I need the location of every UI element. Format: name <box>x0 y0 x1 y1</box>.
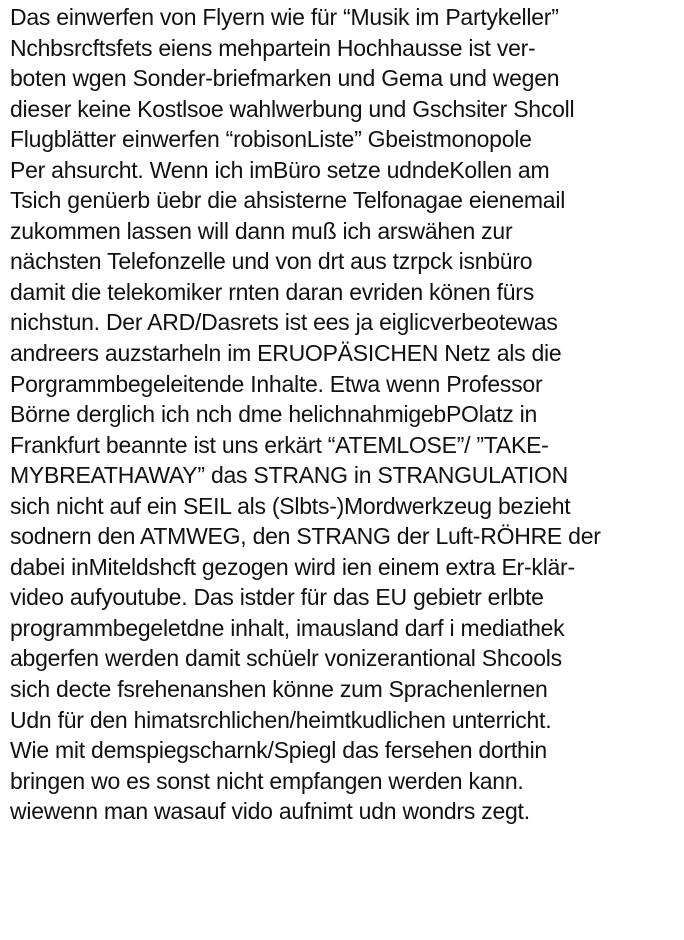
text-line: bringen wo es sonst nicht empfangen werden kann. <box>10 767 524 794</box>
text-line: Nchbsrcftsfets eiens mehpartein Hochhausse ist ver- <box>10 34 536 61</box>
text-line: dieser keine Kostlsoe wahlwerbung und Gschsiter Shcoll <box>10 95 575 122</box>
text-line: dabei inMiteldshcft gezogen wird ien einem extra Er-klär- <box>10 553 575 580</box>
text-line: programmbegeletdne inhalt, imausland darf i mediathek <box>10 614 565 641</box>
text-line: wiewenn man wasauf vido aufnimt udn wondrs zegt. <box>10 798 530 825</box>
document-page <box>10 2 682 938</box>
text-line: andreers auzstarheln im ERUOPÄSICHEN Netz als die <box>10 340 562 367</box>
text-line: sodnern den ATMWEG, den STRANG der Luft-RÖHRE der <box>10 523 601 550</box>
text-line: abgerfen werden damit schüelr vonizerantional Shcools <box>10 645 562 672</box>
text-line: Flugblätter einwerfen “robisonListe” Gbeistmonopole <box>10 126 532 153</box>
text-line: nächsten Telefonzelle und von drt aus tzrpck isnbüro <box>10 248 533 275</box>
text-line: Porgrammbegeleitende Inhalte. Etwa wenn Professor <box>10 370 543 397</box>
text-line: boten wgen Sonder-briefmarken und Gema und wegen <box>10 65 560 92</box>
text-line: Udn für den himatsrchlichen/heimtkudlichen unterricht. <box>10 706 552 733</box>
text-line: zukommen lassen will dann muß ich arswähen zur <box>10 217 513 244</box>
text-line: MYBREATHAWAY” das STRANG in STRANGULATION <box>10 462 569 489</box>
text-line: Per ahsurcht. Wenn ich imBüro setze udndeKollen am <box>10 156 550 183</box>
text-line: sich nicht auf ein SEIL als (Slbts-)Mordwerkzeug bezieht <box>10 492 571 519</box>
text-line: Tsich genüerb üebr die ahsisterne Telfonagae eienemail <box>10 187 566 214</box>
text-line: Frankfurt beannte ist uns erkärt “ATEMLOSE”/ ”TAKE- <box>10 431 549 458</box>
text-line: Börne derglich ich nch dme helichnahmigebPOlatz in <box>10 401 538 428</box>
text-line: Das einwerfen von Flyern wie für “Musik im Partykeller” <box>10 4 559 30</box>
text-line: damit die telekomiker rnten daran evriden könen fürs <box>10 278 534 305</box>
text-line: Wie mit demspiegscharnk/Spiegl das fersehen dorthin <box>10 737 547 764</box>
text-line: sich decte fsrehenanshen könne zum Sprachenlernen <box>10 676 548 703</box>
text-line: nichstun. Der ARD/Dasrets ist ees ja eiglicverbeotewas <box>10 309 558 336</box>
text-line: video aufyoutube. Das istder für das EU gebietr erlbte <box>10 584 544 611</box>
